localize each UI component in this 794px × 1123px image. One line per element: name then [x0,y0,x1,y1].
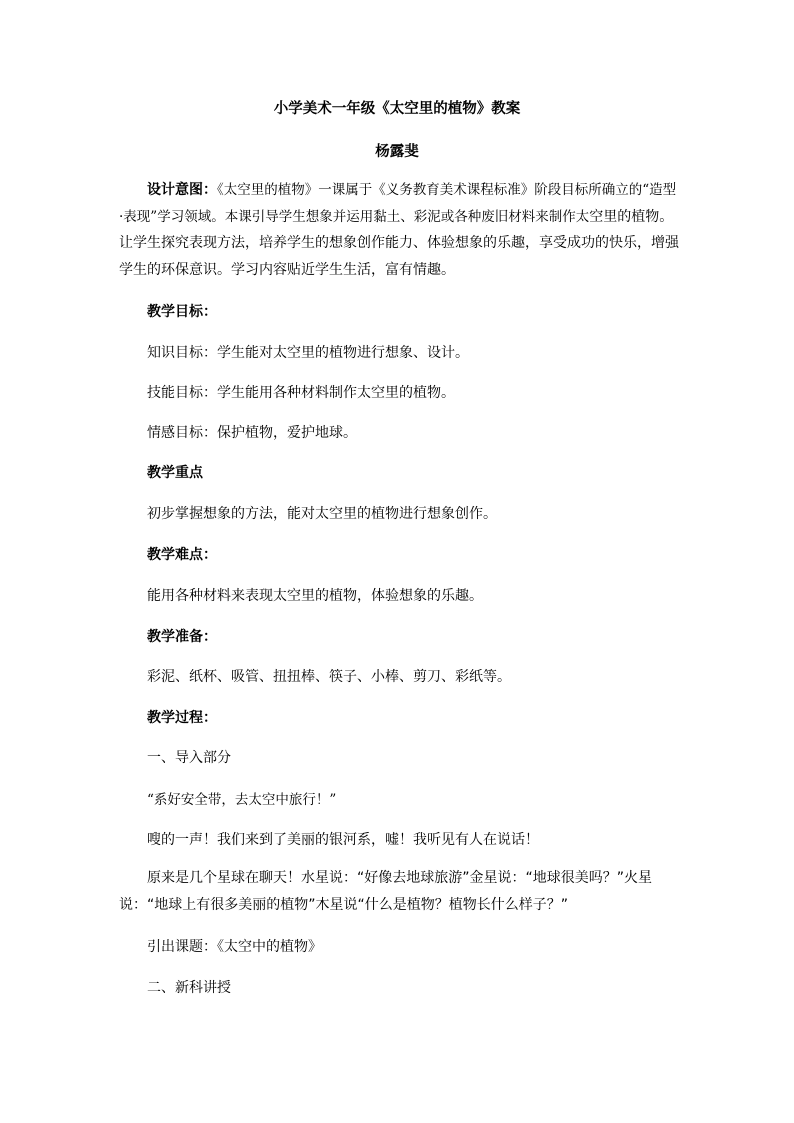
key-point-text: 初步掌握想象的方法，能对太空里的植物进行想象创作。 [147,506,497,522]
author-name: 杨露斐 [375,144,419,160]
process-part-2: 二、新科讲授 [147,980,231,996]
design-intent-paragraph [119,177,679,283]
document-title: 小学美术一年级《太空里的植物》教案 [273,101,521,117]
process-dialogue-paragraph: 原来是几个星球在聊天！水星说：“好像去地球旅游”金星说：“地球很美吗？”火星说：“地球上有很多美丽的植物”木星说“什么是植物？植物长什么样子？” [119,870,653,913]
process-quote: “系好安全带，去太空中旅行！” [147,792,337,808]
process-part-1: 一、导入部分 [147,750,231,766]
objectives-heading: 教学目标： [147,304,217,320]
process-heading: 教学过程： [147,710,217,726]
preparation-text: 彩泥、纸杯、吸管、扭扭棒、筷子、小棒、剪刀、彩纸等。 [147,669,511,685]
difficulty-text: 能用各种材料来表现太空里的植物，体验想象的乐趣。 [147,588,483,604]
difficulty-heading: 教学难点： [147,547,217,563]
process-topic: 引出课题：《太空中的植物》 [147,939,322,955]
knowledge-objective: 知识目标：学生能对太空里的植物进行想象、设计。 [147,345,469,361]
design-intent-label: 设计意图： [147,182,217,198]
emotion-objective: 情感目标：保护植物，爱护地球。 [147,425,357,441]
design-intent-text-serif: 《太空里的植物》一课属于《义务教育美术课程标准》阶段目标所确立的“造型·表现”学习领域。本课引导学生想象并运用黏土、彩泥或各种废旧材料来制作太 [119,182,677,225]
preparation-heading: 教学准备： [147,629,217,645]
process-line-1: 嗖的一声！我们来到了美丽的银河系，嘘！我听见有人在说话！ [147,832,539,848]
skill-objective: 技能目标：学生能用各种材料制作太空里的植物。 [147,385,455,401]
key-point-heading: 教学重点 [147,465,203,481]
design-intent-text: 空里的植物。让学生探究表现方法，培养学生的想象创作能力、体验想象的乐趣，享受成功的快乐，增强学生的环保意识。学习内容贴近学生生活，富有情趣。 [119,208,679,278]
